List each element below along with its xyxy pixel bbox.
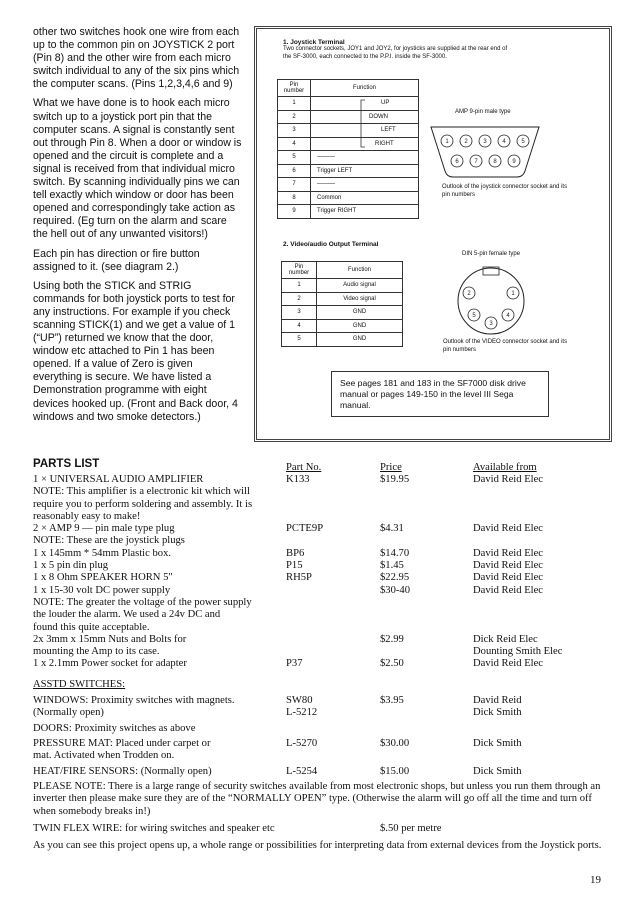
price: $22.95 xyxy=(380,572,410,584)
page-number: 19 xyxy=(590,874,601,886)
item-description: DOORS: Proximity switches as above xyxy=(33,722,196,734)
pin-label: 1 xyxy=(445,139,449,145)
part-number: RH5P xyxy=(286,572,312,584)
pin-label: 3 xyxy=(489,321,493,327)
manual-reference-note: See pages 181 and 183 in the SF7000 disk drive manual or pages 149-150 in the level III Sega manual. xyxy=(331,371,549,417)
supplier: David Reid xyxy=(473,695,522,707)
item-description: mounting the Amp to its case. xyxy=(33,646,160,658)
item-description: 1 × UNIVERSAL AUDIO AMPLIFIER xyxy=(33,474,204,485)
item-description: WINDOWS: Proximity switches with magnets. xyxy=(33,695,235,707)
paragraph: Using both the STICK and STRIG commands for both joystick ports to test for any instructions. For example if you check scanning STICK(1) and we get a value of 1 (“UP”) returned we know that the door, window etc attached to Pin 1 has been opened. If a value of Zero is given everything is secure. We have listed a Demonstration programme with eight devices hooked up. (Front and Back door, 4 windows and two smoke detectors.) xyxy=(33,279,238,423)
part-number: K133 xyxy=(286,474,310,485)
pin-number-header: Pin number xyxy=(282,262,317,279)
pin-label: 4 xyxy=(506,313,510,319)
function-header: Function xyxy=(317,262,403,279)
list-item xyxy=(33,499,613,511)
paragraph: What we have done is to hook each micro switch up to a joystick port pin that the computer scans. A signal is constantly sent out through Pin 8. When a door or window is opened and the circuit is complete and a signal is received from that individual micro switch. By scanning individually pins we can tell exactly which window or door has been opened and correspondingly take action as required. (Eg turn on the alarm and scare the hell out of any unwanted visitors!) xyxy=(33,97,242,241)
price: $30-40 xyxy=(380,584,411,596)
pin-label: 2 xyxy=(464,139,468,145)
supplier: David Reid Elec xyxy=(473,658,544,670)
available-from-header: Available from xyxy=(473,462,537,473)
part-number: L-5270 xyxy=(286,737,318,749)
direction-bracket xyxy=(337,95,397,155)
table-row: 2 DOWN xyxy=(278,110,419,124)
item-description: NOTE: These are the joystick plugs xyxy=(33,535,185,547)
paragraph: other two switches hook one wire from each up to the common pin on JOYSTICK 2 port (Pin 8) and the other wire from each micro switch individual to any of the six pins which the computer scans. (Pins 1,2,3,4,6 and 9) xyxy=(33,26,240,91)
supplier: David Reid Elec xyxy=(473,547,544,559)
list-item xyxy=(33,535,613,547)
price: $1.45 xyxy=(380,560,404,572)
pin-label: 5 xyxy=(521,139,525,145)
supplier: Dick Smith xyxy=(473,737,522,749)
table-row: 5 GND xyxy=(282,333,403,347)
twin-flex-wire-label: TWIN FLEX WIRE: for wiring switches and speaker etc xyxy=(33,822,275,834)
left-column-text xyxy=(33,26,243,430)
table-row: 7 ——— xyxy=(278,178,419,192)
table-row: 4 GND xyxy=(282,319,403,333)
pin-label: 8 xyxy=(493,159,497,165)
list-item xyxy=(33,723,613,735)
table-row: 8 Common xyxy=(278,191,419,205)
pin-label: 2 xyxy=(467,291,471,297)
item-description: PRESSURE MAT: Placed under carpet or xyxy=(33,737,211,749)
list-item xyxy=(33,597,613,609)
part-number: L-5212 xyxy=(286,707,318,719)
list-item xyxy=(33,766,613,778)
video-terminal-title: 2. Video/audio Output Terminal xyxy=(283,241,379,248)
pin-label: 3 xyxy=(483,139,487,145)
parts-list xyxy=(33,458,613,853)
joystick-connector-caption: Outlook of the joystick connector socket and its pin numbers xyxy=(442,184,568,198)
table-row: 1 Audio signal xyxy=(282,279,403,293)
amp-9-pin-connector-icon xyxy=(425,123,545,181)
list-item xyxy=(33,474,613,486)
item-description: 1 x 15-30 volt DC power supply xyxy=(33,584,171,596)
parts-lines xyxy=(33,474,613,671)
price: $14.70 xyxy=(380,547,410,559)
list-item xyxy=(33,585,613,597)
din-connector-label: DIN 5-pin female type xyxy=(462,251,521,257)
function-header: Function xyxy=(311,80,419,97)
item-description: 1 x 145mm * 54mm Plastic box. xyxy=(33,547,172,559)
item-description: the louder the alarm. We used a 24v DC and xyxy=(33,609,221,621)
supplier: Dounting Smith Elec xyxy=(473,646,563,658)
pin-label: 5 xyxy=(472,313,476,319)
item-description: 2 × AMP 9 — pin male type plug xyxy=(33,523,175,535)
price: $15.00 xyxy=(380,765,410,777)
supplier: Dick Smith xyxy=(473,707,522,719)
table-row: 2 Video signal xyxy=(282,292,403,306)
table-row: 1 UP xyxy=(278,97,419,111)
table-row: 6 Trigger LEFT xyxy=(278,164,419,178)
part-number: P37 xyxy=(286,658,303,670)
part-number: SW80 xyxy=(286,695,313,707)
list-item xyxy=(33,609,613,621)
supplier: David Reid Elec xyxy=(473,523,544,535)
supplier: David Reid Elec xyxy=(473,474,544,485)
price-header: Price xyxy=(380,462,402,473)
item-description: HEAT/FIRE SENSORS: (Normally open) xyxy=(33,765,212,777)
price: $19.95 xyxy=(380,474,410,485)
asstd-switches-heading: ASSTD SWITCHES: xyxy=(33,678,126,690)
paragraph: Each pin has direction or fire button assigned to it. (see diagram 2.) xyxy=(33,247,200,273)
price: $4.31 xyxy=(380,523,404,535)
pin-label: 6 xyxy=(455,159,459,165)
part-number-header: Part No. xyxy=(286,462,322,473)
price: $2.50 xyxy=(380,658,404,670)
item-description: NOTE: This amplifier is a electronic kit which will xyxy=(33,486,250,498)
part-number: PCTE9P xyxy=(286,523,324,535)
supplier: David Reid Elec xyxy=(473,584,544,596)
supplier: David Reid Elec xyxy=(473,560,544,572)
list-item xyxy=(33,486,613,498)
pin-label: 4 xyxy=(502,139,506,145)
list-item xyxy=(33,707,613,719)
list-item xyxy=(33,572,613,584)
table-row: 5 ——— xyxy=(278,151,419,165)
joystick-terminal-description: Two connector sockets, JOY1 and JOY2, for joysticks are supplied at the rear end of the SF-3000, each connected to the P.P.I. inside the SF-3000. xyxy=(283,46,508,60)
price: $3.95 xyxy=(380,695,404,707)
list-item xyxy=(33,738,613,750)
item-description: (Normally open) xyxy=(33,707,104,719)
pin-label: 7 xyxy=(474,159,478,165)
joystick-terminal-title: 1. Joystick Terminal xyxy=(283,39,345,46)
supplier: Dick Reid Elec xyxy=(473,633,538,645)
price: $30.00 xyxy=(380,737,410,749)
table-row: 9 Trigger RIGHT xyxy=(278,205,419,219)
price: $2.99 xyxy=(380,633,404,645)
pin-label: 1 xyxy=(511,291,515,297)
pin-label: 9 xyxy=(512,159,516,165)
list-item xyxy=(33,511,613,523)
item-description: 1 x 5 pin din plug xyxy=(33,560,109,572)
please-note-paragraph: PLEASE NOTE: There is a large range of security switches available from most electronic shops, but unless you run them through an inverter then please make sure they are of the “NORMALLY OPEN” type. (Otherwise the alarm will go off all the time and turn off when somebody breaks in!) xyxy=(33,780,601,818)
table-row: 3 LEFT xyxy=(278,124,419,138)
video-pin-table xyxy=(281,261,403,347)
connector-diagram xyxy=(254,26,612,442)
list-item xyxy=(33,750,613,762)
item-description: NOTE: The greater the voltage of the power supply xyxy=(33,596,252,608)
part-number: P15 xyxy=(286,560,303,572)
item-description: found this quite acceptable. xyxy=(33,621,150,633)
closing-paragraph: As you can see this project opens up, a whole range or possibilities for interpreting data from external devices from the Joystick ports. xyxy=(33,839,602,851)
list-item xyxy=(33,646,613,658)
list-item xyxy=(33,634,613,646)
pin-number-header: Pin number xyxy=(278,80,311,97)
switch-lines xyxy=(33,695,613,778)
amp-connector-label: AMP 9-pin male type xyxy=(455,109,511,115)
video-connector-caption: Outlook of the VIDEO connector socket and its pin numbers xyxy=(443,339,568,353)
item-description: mat. Activated when Trodden on. xyxy=(33,750,175,762)
list-item xyxy=(33,560,613,572)
list-item xyxy=(33,622,613,634)
list-item xyxy=(33,548,613,560)
part-number: BP6 xyxy=(286,547,305,559)
item-description: require you to perform soldering and assembly. It is xyxy=(33,498,253,510)
item-description: 1 x 2.1mm Power socket for adapter xyxy=(33,658,187,670)
table-row: 3 GND xyxy=(282,306,403,320)
supplier: Dick Smith xyxy=(473,765,522,777)
item-description: 1 x 8 Ohm SPEAKER HORN 5" xyxy=(33,572,173,584)
supplier: David Reid Elec xyxy=(473,572,544,584)
part-number: L-5254 xyxy=(286,765,318,777)
item-description: reasonably easy to make! xyxy=(33,510,141,522)
list-item xyxy=(33,695,613,707)
list-item xyxy=(33,658,613,670)
item-description: 2x 3mm x 15mm Nuts and Bolts for xyxy=(33,633,187,645)
parts-heading: PARTS LIST xyxy=(33,458,100,470)
din-5-pin-connector-icon xyxy=(453,261,529,337)
list-item xyxy=(33,523,613,535)
table-row: 4 RIGHT xyxy=(278,137,419,151)
twin-flex-wire-price: $.50 per metre xyxy=(380,822,442,834)
